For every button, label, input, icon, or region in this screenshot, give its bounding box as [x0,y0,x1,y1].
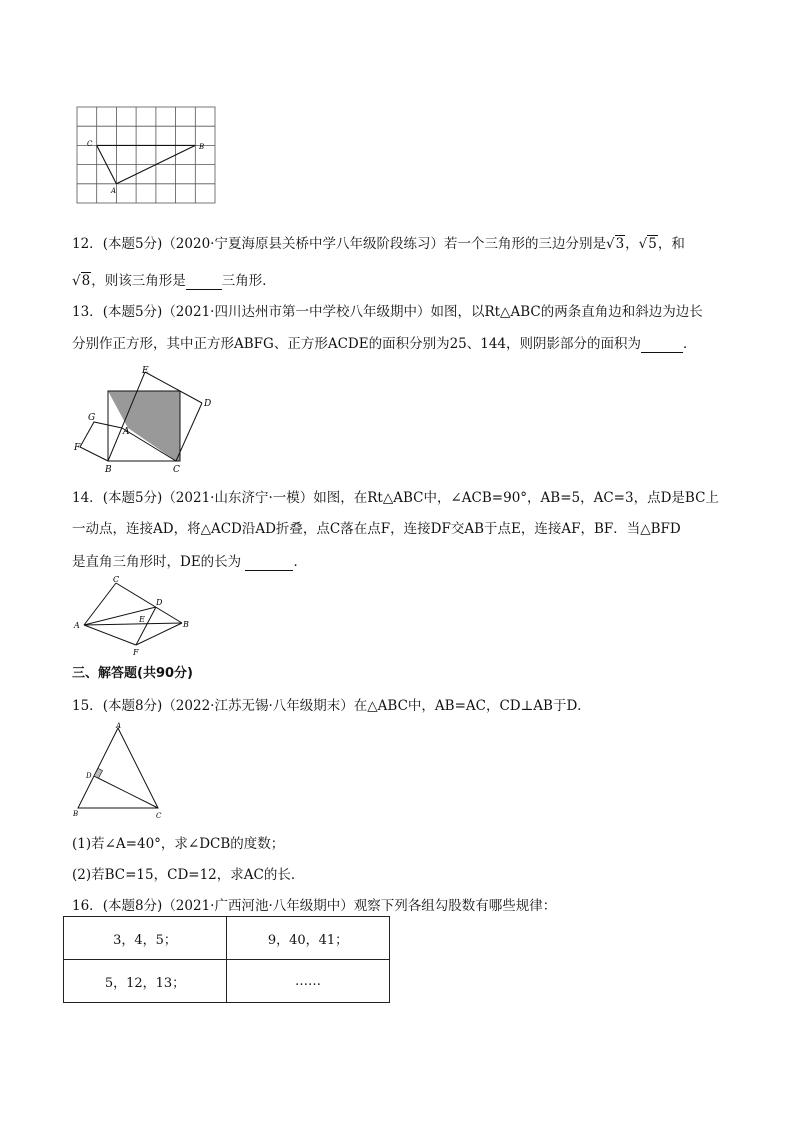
q14-line1-text: 如图，在Rt△ABC中，∠ACB=90°，AB=5，AC=3，点D是BC上 [313,490,719,506]
q12-number: 12． [72,236,103,252]
q14-line2-text: 一动点，连接AD，将△ACD沿AD折叠，点C落在点F，连接DF交AB于点E，连接AF，BF．当△BFD [72,521,681,537]
q14-line3-text: 是直角三角形时，DE的长为 [72,554,242,570]
q13-source: （2021·四川达州市第一中学校八年级期中） [162,304,431,320]
q15-part1: (1)若∠A=40°，求∠DCB的度数； [72,836,285,852]
q15-source: （2022·江苏无锡·八年级期末） [162,698,354,714]
q12-sep1: ， [625,236,639,252]
q12-answer-blank[interactable] [186,273,222,290]
q14-line-cb [116,583,182,623]
q13-label-c: C [173,465,180,475]
q12-text-b: ，则该三角形是 [91,273,186,289]
q13-line1 [72,300,703,320]
q14-score: (本题5分) [102,490,163,506]
q12-sqrt-8: √8 [72,273,91,289]
q15-figure [70,720,170,822]
q11-grid-figure [76,106,216,204]
q12-line2 [72,269,276,290]
q15-number: 15． [72,698,103,714]
q16-line1 [72,894,556,914]
q15-score: (本题8分) [102,698,163,714]
q13-answer-blank[interactable] [641,336,683,353]
q14-line-df [136,607,156,645]
q14-label-e: E [139,615,145,624]
q11-label-a: A [111,187,117,195]
q12-source: （2020·宁夏海原县关桥中学八年级阶段练习） [162,236,444,252]
section3-title: 三、解答题(共90分) [72,666,193,681]
q14-label-c: C [113,575,120,584]
table-cell: 3，4，5； [64,917,227,960]
q13-score: (本题5分) [102,304,163,320]
q12-sep2: ，和 [657,236,685,252]
q15-line-cd [94,776,158,808]
q13-line2 [72,332,697,353]
q15-label-b: B [73,810,79,818]
q16-number: 16． [72,898,103,914]
q15-triangle-abc [78,728,158,808]
q13-line1-text: 如图，以Rt△ABC的两条直角边和斜边为边长 [430,304,703,320]
q14-number: 14． [72,490,103,506]
q14-line-ab [84,623,182,625]
q16-pythagorean-table [63,916,390,1003]
q15-label-c: C [156,812,162,820]
q14-line-af [84,625,136,645]
q13-line2-end: ． [683,336,697,352]
q13-shaded-region [108,391,180,461]
q15-label-d: D [86,772,92,780]
q12-text-c: 三角形． [221,273,276,289]
table-cell: …… [227,960,390,1003]
q16-score: (本题8分) [102,898,163,914]
q16-source: （2021·广西河池·八年级期中） [162,898,354,914]
q11-label-b: B [199,143,205,151]
q12-sqrt-5: √5 [638,236,657,252]
q14-line2 [72,517,681,537]
q13-label-d: D [204,399,212,409]
q14-label-f: F [133,648,139,657]
q14-label-b: B [183,620,189,629]
q14-answer-blank[interactable] [245,554,293,571]
q14-figure [70,575,200,657]
q12-score: (本题5分) [102,236,163,252]
q14-line3 [72,550,307,571]
q12-line1 [72,232,685,252]
q15-line1 [72,694,591,714]
table-row [64,917,390,960]
q13-label-a: A [123,427,130,437]
q12-sqrt-3: √3 [605,236,625,252]
q14-label-a: A [74,621,80,630]
q13-line2-text: 分别作正方形，其中正方形ABFG、正方形ACDE的面积分别为25、144，则阴影部分的面积为 [72,336,642,352]
q11-label-c: C [87,140,93,148]
q14-line1 [72,486,719,506]
q14-line-ad [84,607,156,625]
table-row [64,960,390,1003]
q15-label-a: A [116,722,122,730]
q15-text: 在△ABC中，AB=AC，CD⊥AB于D． [353,698,591,714]
q13-label-e: E [142,366,149,376]
q13-label-b: B [105,465,112,475]
q14-line-fb [136,623,182,645]
q14-line3-end: ． [293,554,307,570]
q16-text: 观察下列各组勾股数有哪些规律： [353,898,557,914]
q13-label-f: F [74,443,81,453]
q14-source: （2021·山东济宁·一模） [162,490,314,506]
table-cell: 9，40，41； [227,917,390,960]
q15-part2: (2)若BC=15，CD=12，求AC的长． [72,867,305,883]
q13-number: 13． [72,304,103,320]
q15-right-angle-mark [94,768,103,778]
q14-label-d: D [156,598,163,607]
q13-figure [72,366,222,476]
table-cell: 5，12，13； [64,960,227,1003]
q12-text-a: 若一个三角形的三边分别是 [443,236,606,252]
q13-label-g: G [88,413,96,423]
